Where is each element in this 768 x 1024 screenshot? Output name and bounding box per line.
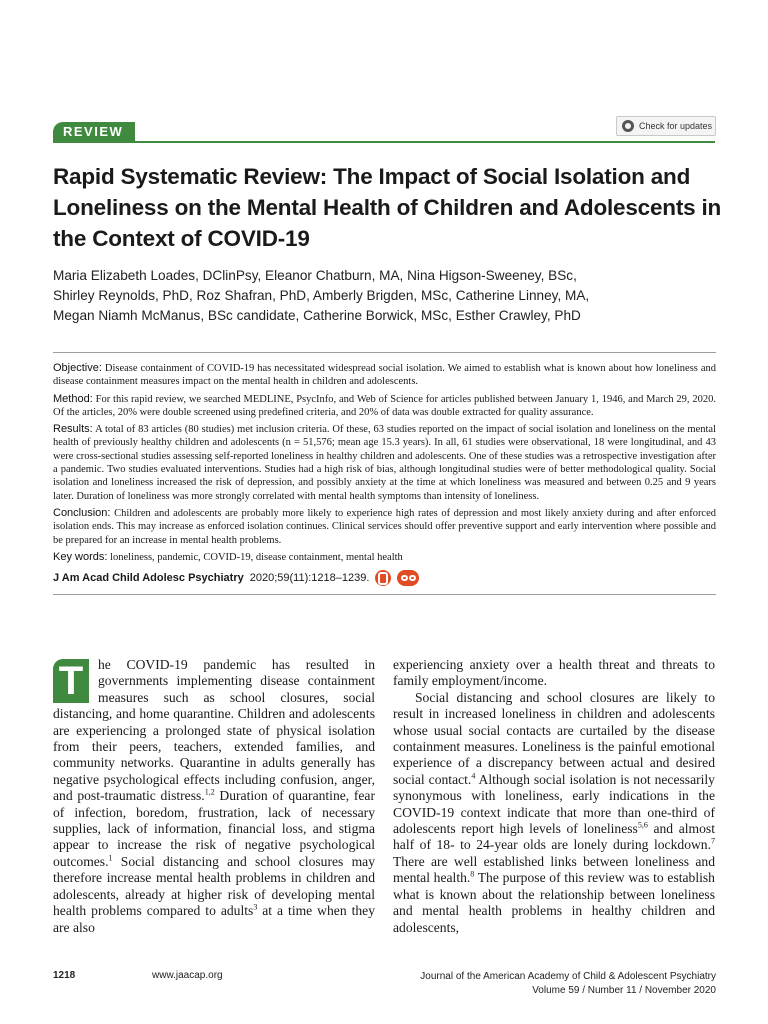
- reference-mark[interactable]: 8: [470, 869, 475, 879]
- keywords-label: Key words:: [53, 550, 108, 563]
- body-text: Duration of quarantine, fear of infection, boredom, frustration, lack of necessary supplies, lack of information, financial loss, and stigma appear to increase the risk of negative psychological outcomes.: [53, 788, 375, 869]
- body-column-right: [393, 657, 715, 936]
- abstract-bottom-rule: [53, 594, 716, 595]
- check-updates-label: Check for updates: [639, 121, 713, 131]
- citation: [53, 570, 716, 586]
- journal-website-link[interactable]: www.jaacap.org: [152, 970, 223, 981]
- abstract-objective: [53, 362, 716, 389]
- abstract-keywords: [53, 551, 716, 564]
- drop-cap: T: [53, 659, 89, 703]
- abstract: [53, 352, 716, 595]
- citation-journal: J Am Acad Child Adolesc Psychiatry: [53, 572, 244, 585]
- body-text: he COVID-19 pandemic has resulted in governments implementing disease containment measures such as school closures, social distancing, and home quarantine. Children and adolescents are experiencing a prolonged state of physical isolation from their peers, teachers, extended families, and community networks. Quarantine in adults generally has negative psychological effects including confusion, anger, and post-traumatic distress.: [53, 657, 375, 804]
- conclusion-text: Children and adolescents are probably more likely to experience high rates of depression and most likely anxiety during and after enforced isolation ends. This may increase as enforced isolation continues. Clinical services should offer preventive support and early intervention where possible and be prepared for an increase in mental health problems.: [53, 507, 717, 546]
- link-icon[interactable]: [397, 570, 419, 586]
- journal-name: Journal of the American Academy of Child & Adolescent Psychiatry: [420, 971, 716, 982]
- body-column-left: [53, 657, 375, 936]
- page-number: 1218: [53, 970, 76, 981]
- author-line: Megan Niamh McManus, BSc candidate, Catherine Borwick, MSc, Esther Crawley, PhD: [53, 308, 581, 323]
- section-badge: REVIEW: [53, 122, 135, 142]
- objective-text: Disease containment of COVID-19 has necessitated widespread social isolation. We aimed to establish what is known about how loneliness and disease containment measures impact on the mental health in children and adolescents.: [53, 363, 716, 388]
- author-line: Maria Elizabeth Loades, DClinPsy, Eleanor Chatburn, MA, Nina Higson-Sweeney, BSc,: [53, 268, 577, 283]
- reference-mark[interactable]: 1,2: [204, 787, 215, 797]
- citation-details: 2020;59(11):1218–1239.: [249, 572, 370, 585]
- header-rule: [53, 141, 715, 143]
- author-line: Shirley Reynolds, PhD, Roz Shafran, PhD, Amberly Brigden, MSc, Catherine Linney, MA,: [53, 288, 590, 303]
- abstract-method: [53, 393, 716, 420]
- body-text: Social distancing and school closures are likely to result in increased loneliness in children and adolescents whose usual social contacts are curtailed by the disease containment measures. Loneliness is the painful emotional experience of a discrepancy between actual and desired social contact.: [393, 689, 715, 787]
- reference-mark[interactable]: 1: [108, 853, 113, 863]
- body-text: Although social isolation is not necessarily synonymous with loneliness, early indications in the COVID-19 context indicate that more than one-third of adolescents report high levels of loneliness: [393, 771, 715, 837]
- journal-issue: Volume 59 / Number 11 / November 2020: [532, 985, 716, 996]
- abstract-results: [53, 423, 716, 503]
- results-label: Results:: [53, 423, 93, 436]
- body-text: and almost half of 18- to 24-year olds are lonely during lockdown.: [393, 821, 715, 853]
- method-label: Method:: [53, 392, 93, 405]
- conclusion-label: Conclusion:: [53, 506, 111, 519]
- body-text: The purpose of this review was to establish what is known about the relationship between loneliness and mental health problems in healthy children and adolescents,: [393, 870, 715, 935]
- results-text: A total of 83 articles (80 studies) met inclusion criteria. Of these, 63 studies reported on the impact of social isolation and loneliness on the mental health of previously healthy children and adolescents (n = 51,576; mean age 15.3 years). In all, 61 studies were observational, 18 were longitudinal, and 43 were cross-sectional studies assessing self-reported loneliness in healthy children and adolescents. One of these studies was a retrospective investigation after a pandemic. Two studies evaluated interventions. Studies had a high risk of bias, although longitudinal studies were of better methodological quality. Social isolation and loneliness increased the risk of depression, and possibly anxiety at the time at which loneliness was measured and between 0.25 and 9 years later. Duration of loneliness was more strongly correlated with mental health symptoms than intensity of loneliness.: [53, 424, 716, 502]
- reference-mark[interactable]: 3: [253, 902, 258, 912]
- reference-mark[interactable]: 4: [471, 771, 476, 781]
- body-paragraph: [53, 657, 375, 936]
- check-updates-icon: [622, 120, 634, 132]
- body-text: There are well established links between loneliness and mental health.: [393, 853, 715, 886]
- abstract-conclusion: [53, 507, 716, 547]
- body-text: at a time when they are also: [53, 903, 375, 935]
- method-text: For this rapid review, we searched MEDLINE, PsycInfo, and Web of Science for articles published between January 1, 1946, and March 29, 2020. Of the articles, 20% were double screened using predefined criteria, and 20% of data was double extracted for quality assurance.: [53, 393, 717, 418]
- open-access-icon[interactable]: [375, 570, 391, 586]
- objective-label: Objective:: [53, 362, 102, 374]
- check-for-updates-button[interactable]: [616, 116, 716, 136]
- reference-mark[interactable]: 7: [711, 836, 715, 846]
- reference-mark[interactable]: 5,6: [637, 820, 648, 830]
- article-title: Rapid Systematic Review: The Impact of Social Isolation and Loneliness on the Mental Health of Children and Adolescents in the Context of COVID-19: [53, 164, 722, 251]
- body-text: Social distancing and school closures may therefore increase mental health problems in children and adolescents, already at higher risk of developing mental health problems compared to adults: [53, 853, 375, 919]
- keywords-text: loneliness, pandemic, COVID-19, disease containment, mental health: [110, 551, 403, 563]
- body-paragraph: [393, 690, 715, 936]
- author-list: [53, 266, 723, 326]
- journal-footer: [420, 970, 716, 998]
- body-paragraph: experiencing anxiety over a health threat and threats to family employment/income.: [393, 657, 715, 689]
